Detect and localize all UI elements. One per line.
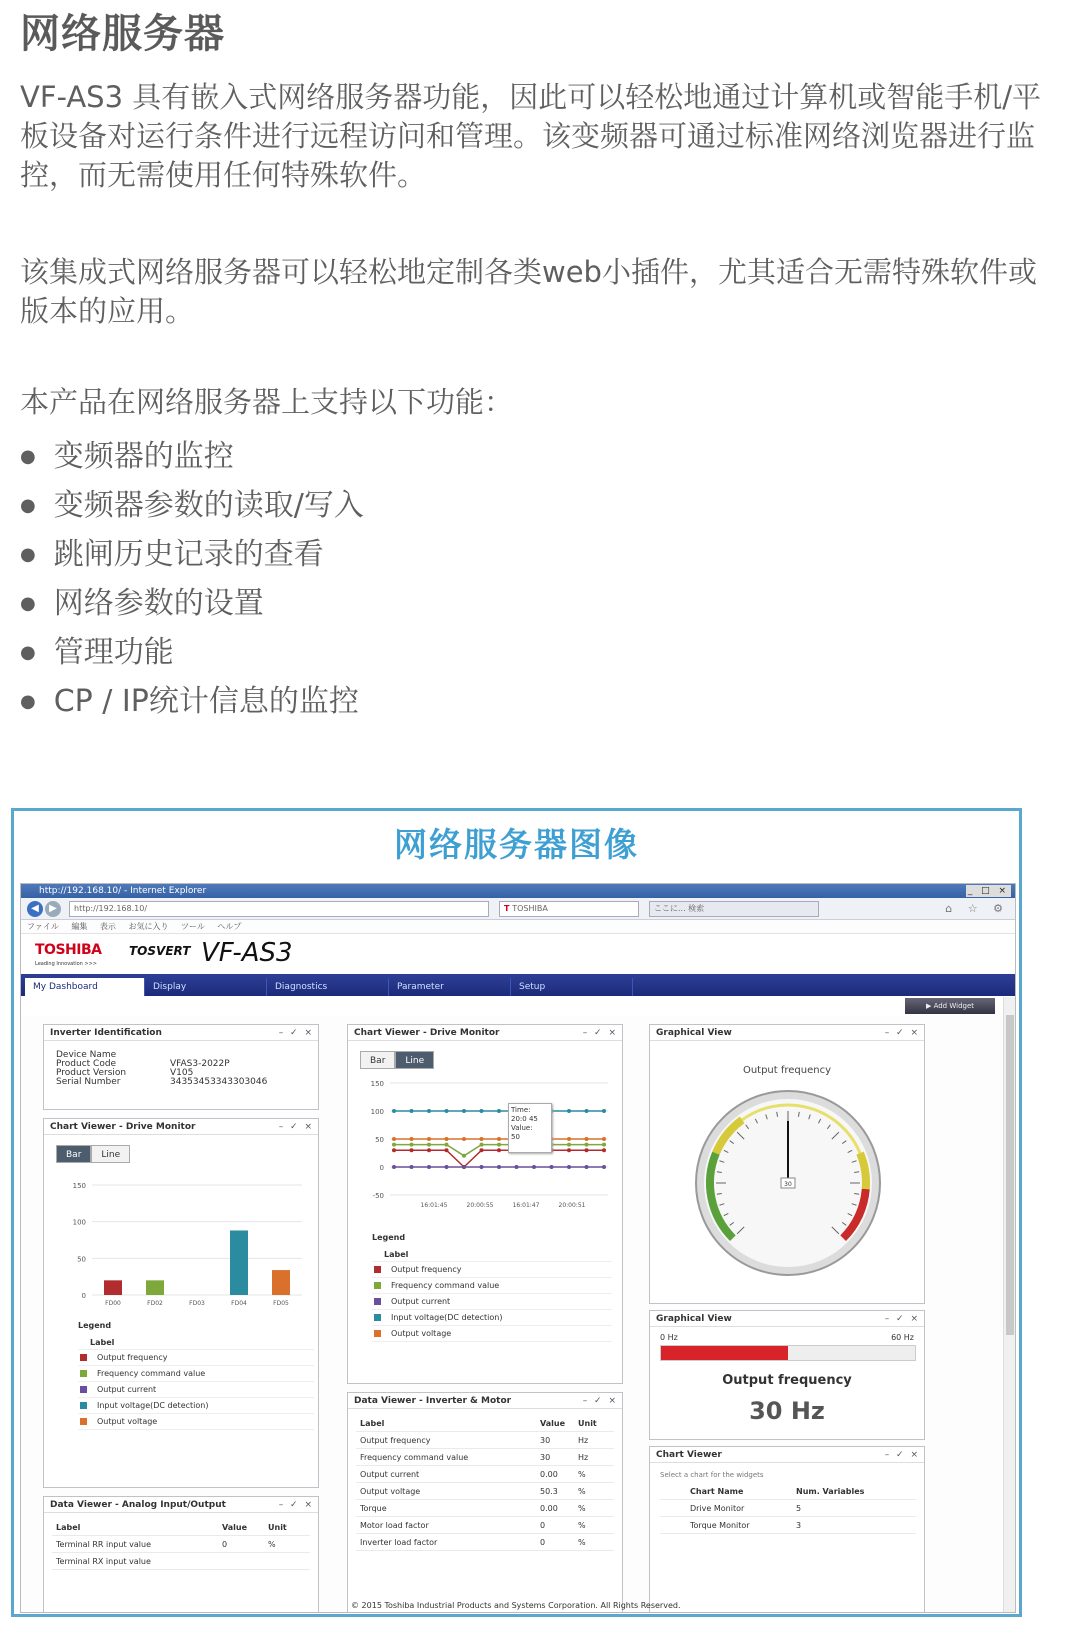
panel-header xyxy=(44,1025,318,1041)
row-value: 0 xyxy=(540,1521,546,1530)
data-point xyxy=(497,1165,501,1169)
model-name: VF-AS3 xyxy=(201,938,293,968)
feature-item: ● CP / IP统计信息的监控 xyxy=(20,677,364,726)
bar xyxy=(104,1280,122,1295)
data-point xyxy=(445,1143,449,1147)
bar-chart xyxy=(52,1175,312,1315)
add-widget-button[interactable]: ▶ Add Widget xyxy=(905,998,995,1014)
add-widget-label: Add Widget xyxy=(933,1002,975,1010)
id-value-serial-number: 34353453343303046 xyxy=(170,1077,268,1087)
row-unit: % xyxy=(268,1540,276,1549)
scrollbar-thumb[interactable] xyxy=(1006,1015,1014,1335)
data-point xyxy=(427,1109,431,1113)
data-point xyxy=(427,1137,431,1141)
x-tick-label: 20:00:55 xyxy=(466,1202,494,1209)
y-tick-label: 100 xyxy=(72,1218,86,1227)
chart-type-toggle xyxy=(56,1145,130,1163)
row-num-variables: 3 xyxy=(796,1521,802,1530)
y-tick-label: -50 xyxy=(372,1192,384,1200)
id-label-device-name: Device Name xyxy=(56,1050,117,1060)
panel-title: Chart Viewer xyxy=(656,1450,722,1460)
graphical-view-gauge-panel xyxy=(649,1024,925,1304)
table-row xyxy=(356,1500,614,1517)
tooltip-value-label: Value: xyxy=(511,1124,533,1132)
y-tick-label: 100 xyxy=(370,1108,384,1116)
row-chart-name: Drive Monitor xyxy=(690,1504,745,1513)
panel-controls[interactable]: – ✓ × xyxy=(278,1500,314,1510)
bar xyxy=(272,1270,290,1295)
bar-label: Output frequency xyxy=(722,1373,852,1388)
id-label-serial-number: Serial Number xyxy=(56,1077,121,1087)
line-chart xyxy=(354,1077,616,1217)
data-point xyxy=(445,1165,449,1169)
table-row xyxy=(356,1466,614,1483)
data-point xyxy=(427,1165,431,1169)
x-tick-label: FD02 xyxy=(147,1300,163,1307)
legend-item xyxy=(372,1278,612,1294)
data-point xyxy=(585,1109,589,1113)
row-label: Motor load factor xyxy=(360,1521,429,1530)
bar-value-text: 30 Hz xyxy=(749,1397,825,1425)
legend-swatch xyxy=(80,1370,87,1377)
legend-label: Output current xyxy=(97,1385,157,1394)
legend-label: Output frequency xyxy=(391,1265,462,1274)
browser-tab-toshiba[interactable]: T TOSHIBA xyxy=(499,901,639,917)
data-point xyxy=(410,1143,414,1147)
image-title: 网络服务器图像 xyxy=(394,825,639,864)
data-point xyxy=(462,1154,466,1158)
col-value: Value xyxy=(222,1523,248,1532)
y-tick-label: 50 xyxy=(375,1136,384,1144)
legend-item xyxy=(372,1326,612,1342)
gauge-label: Output frequency xyxy=(742,1065,832,1076)
legend-swatch xyxy=(80,1402,87,1409)
data-point xyxy=(480,1148,484,1152)
panel-title: Chart Viewer - Drive Monitor xyxy=(354,1028,500,1038)
data-point xyxy=(567,1109,571,1113)
feature-item: ● 跳闸历史记录的查看 xyxy=(20,530,364,579)
legend-swatch xyxy=(374,1282,381,1289)
bar-toggle-button[interactable]: Bar xyxy=(360,1051,395,1069)
row-label: Output frequency xyxy=(360,1436,431,1445)
legend-label: Output current xyxy=(391,1297,451,1306)
chart-tooltip xyxy=(508,1103,552,1153)
legend-label: Input voltage(DC detection) xyxy=(391,1313,503,1322)
panel-controls[interactable]: – ✓ × xyxy=(884,1028,920,1038)
row-unit: Hz xyxy=(578,1453,589,1462)
browser-titlebar xyxy=(21,884,1015,898)
forward-icon[interactable]: ▶ xyxy=(45,901,61,917)
table-row xyxy=(356,1534,614,1551)
legend-swatch xyxy=(374,1266,381,1273)
row-unit: % xyxy=(578,1504,586,1513)
legend-swatch xyxy=(80,1386,87,1393)
row-unit: % xyxy=(578,1521,586,1530)
data-point xyxy=(462,1137,466,1141)
row-value: 0 xyxy=(540,1538,546,1547)
data-point xyxy=(585,1143,589,1147)
row-label: Inverter load factor xyxy=(360,1538,438,1547)
data-point xyxy=(602,1109,606,1113)
tab-diagnostics[interactable]: Diagnostics xyxy=(267,978,389,996)
tab-my-dashboard[interactable]: My Dashboard xyxy=(25,978,145,996)
table-header-row xyxy=(52,1519,310,1536)
data-point xyxy=(427,1143,431,1147)
chart-list-panel xyxy=(649,1446,925,1613)
data-point xyxy=(462,1109,466,1113)
features-intro: 本产品在网络服务器上支持以下功能： xyxy=(20,385,514,419)
data-point xyxy=(480,1165,484,1169)
y-tick-label: 0 xyxy=(81,1292,86,1300)
legend-label: Frequency command value xyxy=(97,1369,206,1378)
panel-title: Graphical View xyxy=(656,1028,732,1038)
table-row xyxy=(356,1449,614,1466)
legend-item xyxy=(372,1262,612,1278)
panel-controls[interactable]: – ✓ × xyxy=(582,1396,618,1406)
id-label-product-code: Product Code xyxy=(56,1059,117,1069)
panel-header xyxy=(348,1393,622,1409)
legend-title: Legend xyxy=(372,1233,406,1242)
table-header-row xyxy=(356,1415,614,1432)
legend-header: Label xyxy=(78,1336,314,1350)
y-tick-label: 150 xyxy=(72,1182,86,1190)
gauge-center-value: 30 xyxy=(784,1181,792,1188)
identification-panel xyxy=(43,1024,319,1110)
table-row xyxy=(52,1553,310,1570)
panel-header xyxy=(650,1025,924,1041)
data-point xyxy=(410,1148,414,1152)
col-label: Label xyxy=(360,1419,385,1428)
col-num-variables: Num. Variables xyxy=(796,1487,865,1496)
y-tick-label: 50 xyxy=(77,1255,86,1264)
data-point xyxy=(497,1143,501,1147)
panel-header xyxy=(650,1447,924,1463)
chart-list-table xyxy=(660,1483,916,1534)
data-point xyxy=(445,1109,449,1113)
row-value: 0 xyxy=(222,1540,228,1549)
webserver-image-frame xyxy=(11,808,1022,1617)
id-label-product-version: Product Version xyxy=(56,1068,127,1078)
legend-label: Output voltage xyxy=(391,1329,452,1338)
chart-viewer-line-panel xyxy=(347,1024,623,1384)
panel-controls[interactable]: – ✓ × xyxy=(278,1122,314,1132)
legend-item xyxy=(78,1366,314,1382)
data-point xyxy=(497,1148,501,1152)
page-heading: 网络服务器 xyxy=(20,11,225,57)
brand-tagline: Leading Innovation >>> xyxy=(35,961,97,967)
row-label: Frequency command value xyxy=(360,1453,469,1462)
x-tick-label: FD03 xyxy=(189,1300,205,1307)
table-row xyxy=(356,1483,614,1500)
browser-screenshot xyxy=(20,883,1016,1613)
address-bar-row xyxy=(21,898,1015,920)
x-tick-label: FD04 xyxy=(231,1300,247,1307)
row-label: Output voltage xyxy=(360,1487,421,1496)
legend-label: Output voltage xyxy=(97,1417,158,1426)
legend-item xyxy=(78,1398,314,1414)
legend-swatch xyxy=(80,1354,87,1361)
chart-list-hint: Select a chart for the widgets xyxy=(660,1471,764,1479)
intro-paragraph: VF-AS3 具有嵌入式网络服务器功能，因此可以轻松地通过计算机或智能手机/平板设备对运行条件进行远程访问和管理。该变频器可通过标准网络浏览器进行监控，而无需使用任何特殊软件。 xyxy=(20,80,1042,192)
widget-bar xyxy=(21,996,1015,1016)
col-label: Label xyxy=(56,1523,81,1532)
bar xyxy=(146,1280,164,1295)
feature-item: ● 变频器的监控 xyxy=(20,432,364,481)
x-tick-label: FD00 xyxy=(105,1300,121,1307)
panel-title: Chart Viewer - Drive Monitor xyxy=(50,1122,196,1132)
legend-swatch xyxy=(374,1298,381,1305)
graphical-view-bar-panel xyxy=(649,1310,925,1440)
browser-title: http://192.168.10/ - Internet Explorer xyxy=(39,886,207,896)
table-row[interactable] xyxy=(660,1517,916,1534)
data-point xyxy=(480,1137,484,1141)
widget-paragraph: 该集成式网络服务器可以轻松地定制各类web小插件，尤其适合无需特殊软件或版本的应用。 xyxy=(20,255,1037,328)
main-nav xyxy=(21,974,1015,996)
data-point xyxy=(480,1143,484,1147)
col-chart-name: Chart Name xyxy=(690,1487,744,1496)
window-buttons[interactable]: _ □ × xyxy=(967,886,1009,896)
legend-label: Input voltage(DC detection) xyxy=(97,1401,209,1410)
id-value-product-code: VFAS3-2022P xyxy=(170,1059,230,1069)
row-label: Torque xyxy=(360,1504,387,1513)
row-label: Terminal RR input value xyxy=(56,1540,151,1549)
data-point xyxy=(445,1148,449,1152)
row-chart-name: Torque Monitor xyxy=(690,1521,750,1530)
table-row xyxy=(52,1536,310,1553)
legend-title: Legend xyxy=(78,1321,112,1330)
tooltip-value: 50 xyxy=(511,1133,520,1141)
row-label: Terminal RX input value xyxy=(56,1557,151,1566)
data-point xyxy=(410,1165,414,1169)
legend-swatch xyxy=(374,1330,381,1337)
panel-controls[interactable]: – ✓ × xyxy=(884,1450,920,1460)
frequency-gauge xyxy=(688,1083,888,1283)
tab-setup[interactable]: Setup xyxy=(511,978,633,996)
data-point xyxy=(462,1165,466,1169)
legend-item xyxy=(372,1310,612,1326)
row-value: 30 xyxy=(540,1453,551,1462)
y-tick-label: 150 xyxy=(370,1080,384,1088)
legend-item xyxy=(372,1294,612,1310)
browser-menu[interactable]: ファイル 編集 表示 お気に入り ツール ヘルプ xyxy=(21,920,1015,934)
panel-title: Data Viewer - Analog Input/Output xyxy=(50,1500,226,1510)
col-value: Value xyxy=(540,1419,566,1428)
line-toggle-button[interactable]: Line xyxy=(91,1145,130,1163)
data-point xyxy=(550,1165,554,1169)
panel-controls[interactable]: – ✓ × xyxy=(884,1314,920,1324)
analog-data-viewer-panel xyxy=(43,1496,319,1613)
panel-title: Data Viewer - Inverter & Motor xyxy=(354,1396,512,1406)
row-num-variables: 5 xyxy=(796,1504,802,1513)
tab-display[interactable]: Display xyxy=(145,978,267,996)
brand-header xyxy=(21,934,1015,974)
row-value: 0.00 xyxy=(540,1504,558,1513)
back-icon[interactable]: ◀ xyxy=(27,901,43,917)
bar-chart-legend xyxy=(78,1321,314,1430)
data-point xyxy=(585,1165,589,1169)
frequency-bar-track xyxy=(660,1345,916,1361)
panel-title: Inverter Identification xyxy=(50,1028,162,1038)
data-point xyxy=(497,1137,501,1141)
data-point xyxy=(445,1137,449,1141)
browser-tab-label: TOSHIBA xyxy=(512,904,548,913)
data-point xyxy=(532,1165,536,1169)
tooltip-time-label: Time: xyxy=(511,1106,531,1114)
data-point xyxy=(602,1148,606,1152)
data-point xyxy=(602,1143,606,1147)
panel-header xyxy=(44,1497,318,1513)
line-chart-legend xyxy=(372,1233,612,1342)
bar-toggle-button[interactable]: Bar xyxy=(56,1145,91,1163)
data-point xyxy=(567,1148,571,1152)
panel-header xyxy=(348,1025,622,1041)
data-point xyxy=(480,1109,484,1113)
frequency-bar-fill xyxy=(661,1346,788,1360)
tab-parameter[interactable]: Parameter xyxy=(389,978,511,996)
row-value: 50.3 xyxy=(540,1487,558,1496)
data-point xyxy=(585,1148,589,1152)
data-point xyxy=(602,1165,606,1169)
url-field[interactable]: http://192.168.10/ xyxy=(69,901,489,917)
table-header-row xyxy=(660,1483,916,1500)
analog-data-table xyxy=(52,1519,310,1570)
legend-swatch xyxy=(374,1314,381,1321)
table-row xyxy=(356,1517,614,1534)
row-value: 0.00 xyxy=(540,1470,558,1479)
x-tick-label: 20:00:51 xyxy=(558,1202,586,1209)
legend-swatch xyxy=(80,1418,87,1425)
table-row[interactable] xyxy=(660,1500,916,1517)
legend-item xyxy=(78,1382,314,1398)
data-point xyxy=(567,1143,571,1147)
row-unit: % xyxy=(578,1470,586,1479)
x-tick-label: FD05 xyxy=(273,1300,289,1307)
data-point xyxy=(392,1165,396,1169)
search-field[interactable]: ここに... 検索 xyxy=(649,901,819,917)
data-point xyxy=(515,1165,519,1169)
data-point xyxy=(497,1109,501,1113)
row-unit: % xyxy=(578,1538,586,1547)
bar-max-label: 60 Hz xyxy=(891,1333,914,1342)
chart-viewer-bar-panel xyxy=(43,1118,319,1488)
col-unit: Unit xyxy=(268,1523,287,1532)
panel-controls[interactable]: – ✓ × xyxy=(582,1028,618,1038)
series-line xyxy=(394,1150,604,1167)
inverter-data-table xyxy=(356,1415,614,1551)
chart-type-toggle xyxy=(360,1051,434,1069)
data-point xyxy=(392,1109,396,1113)
toshiba-logo: TOSHIBA xyxy=(35,942,102,958)
x-tick-label: 16:01:45 xyxy=(420,1202,448,1209)
data-point xyxy=(567,1137,571,1141)
data-point xyxy=(602,1137,606,1141)
panel-header xyxy=(44,1119,318,1135)
legend-item xyxy=(78,1350,314,1366)
legend-label: Frequency command value xyxy=(391,1281,500,1290)
legend-item xyxy=(78,1414,314,1430)
feature-item: ● 网络参数的设置 xyxy=(20,579,364,628)
data-point xyxy=(392,1148,396,1152)
data-point xyxy=(585,1137,589,1141)
feature-list xyxy=(20,432,364,726)
x-tick-label: 16:01:47 xyxy=(512,1202,540,1209)
bar xyxy=(230,1230,248,1295)
feature-item: ● 管理功能 xyxy=(20,628,364,677)
legend-label: Output frequency xyxy=(97,1353,168,1362)
inverter-data-viewer-panel xyxy=(347,1392,623,1613)
copyright-text: © 2015 Toshiba Industrial Products and Systems Corporation. All Rights Reserved. xyxy=(351,1601,681,1610)
row-value: 30 xyxy=(540,1436,551,1445)
y-tick-label: 0 xyxy=(379,1164,384,1172)
bar-min-label: 0 Hz xyxy=(660,1333,678,1342)
data-point xyxy=(427,1148,431,1152)
row-label: Output current xyxy=(360,1470,420,1479)
browser-tool-icons[interactable]: ⌂ ☆ ⚙ xyxy=(945,902,1009,915)
legend-header: Label xyxy=(372,1248,612,1262)
panel-controls[interactable]: – ✓ × xyxy=(278,1028,314,1038)
panel-title: Graphical View xyxy=(656,1314,732,1324)
feature-item: ● 变频器参数的读取/写入 xyxy=(20,481,364,530)
tooltip-time: 20:0 45 xyxy=(511,1115,538,1123)
data-point xyxy=(392,1143,396,1147)
col-unit: Unit xyxy=(578,1419,597,1428)
row-unit: % xyxy=(578,1487,586,1496)
data-point xyxy=(410,1137,414,1141)
data-point xyxy=(392,1137,396,1141)
table-row xyxy=(356,1432,614,1449)
id-value-product-version: V105 xyxy=(170,1068,194,1078)
data-point xyxy=(567,1165,571,1169)
line-toggle-button[interactable]: Line xyxy=(395,1051,434,1069)
row-unit: Hz xyxy=(578,1436,589,1445)
series-name: TOSVERT xyxy=(129,944,191,958)
panel-header xyxy=(650,1311,924,1327)
data-point xyxy=(410,1109,414,1113)
page-scrollbar[interactable] xyxy=(1003,997,1015,1613)
